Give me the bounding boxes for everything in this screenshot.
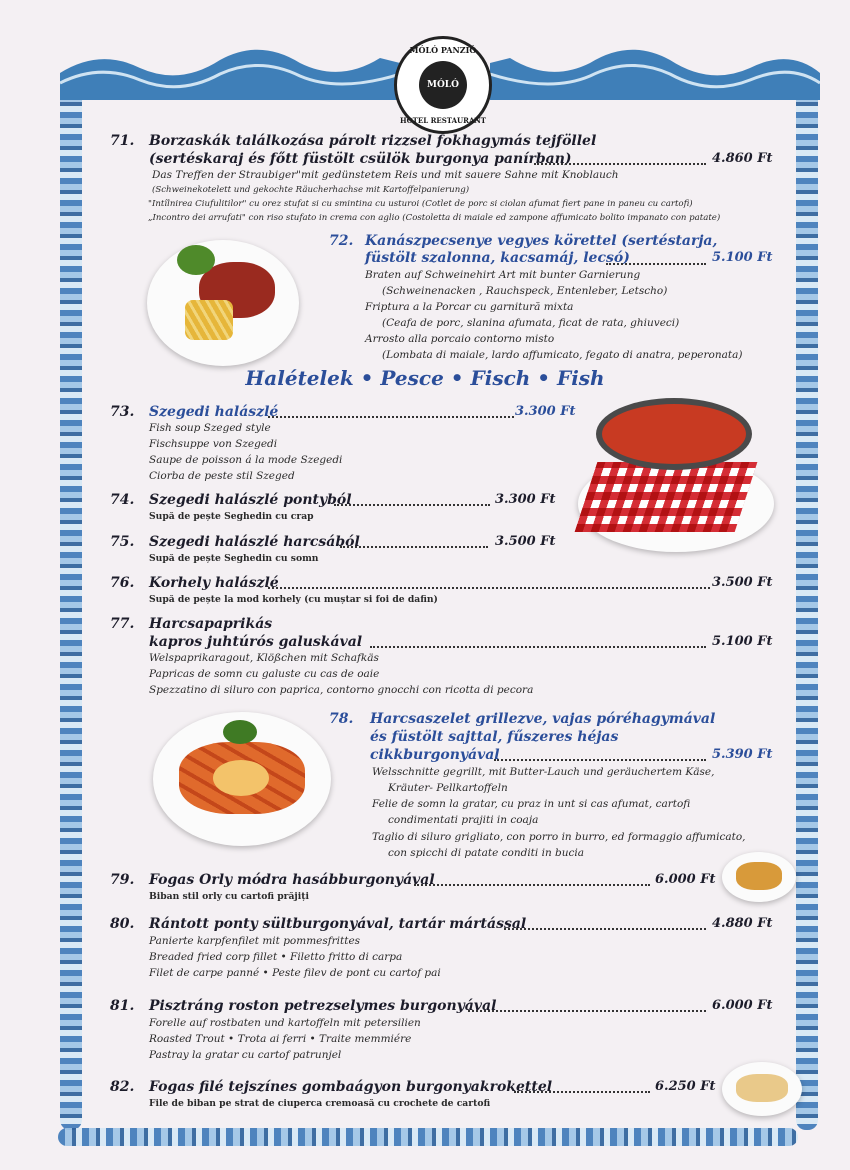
item-title: Szegedi halászlé pontyból <box>149 492 352 508</box>
item-description: Roasted Trout • Trota ai ferri • Traite memmiére <box>149 1033 412 1045</box>
item-price: 5.100 Ft <box>712 250 773 265</box>
item-number: 78. <box>329 711 354 727</box>
item-description: Panierte karpfenfilet mit pommesfrittes <box>149 935 361 947</box>
dish-photo-fogas-orly <box>722 852 796 902</box>
item-title: Rántott ponty sültburgonyával, tartár mártással <box>149 916 527 932</box>
item-description: condimentati prajiti in coaja <box>388 814 539 826</box>
item-description: (Ceafa de porc, slanina afumata, ficat de rata, ghiuveci) <box>382 317 680 329</box>
item-description: Breaded fried corp fillet • Filetto fritto di carpa <box>149 951 403 963</box>
dot-leader <box>504 928 706 930</box>
item-price: 3.300 Ft <box>495 492 556 507</box>
item-description: Papricas de somn cu galuste cu cas de oaie <box>149 668 380 680</box>
checkered-napkin <box>575 462 758 532</box>
item-title: Fogas filé tejszínes gombaágyon burgonyakrokettel <box>149 1079 553 1095</box>
item-number: 77. <box>110 616 135 632</box>
item-description: Fischsuppe von Szegedi <box>149 438 278 450</box>
item-description: „Incontro dei arrufati" con riso stufato in crema con aglio (Costoletta di maiale ed zampone affumicato bolito impanato con patate) <box>148 213 721 223</box>
item-price: 6.250 Ft <box>655 1079 716 1094</box>
item-description: Felie de somn la gratar, cu praz in unt si cas afumat, cartofi <box>372 798 691 810</box>
item-description: Braten auf Schweinehirt Art mit bunter Garnierung <box>365 269 641 281</box>
logo-center-text: MÓLÓ <box>419 61 467 109</box>
item-description: Filet de carpe panné • Peste filev de pont cu cartof pai <box>149 967 441 979</box>
item-description: Fish soup Szeged style <box>149 422 271 434</box>
item-description: Saupe de poisson á la mode Szegedi <box>149 454 343 466</box>
item-title: Kanászpecsenye vegyes körettel (sertéstarja, <box>365 233 718 249</box>
item-number: 80. <box>110 916 135 932</box>
item-description: Arrosto alla porcaio contorno misto <box>365 333 555 345</box>
item-title: Pisztráng roston petrezselymes burgonyával <box>149 998 497 1014</box>
item-title: Borzaskák találkozása párolt rizzsel fokhagymás tejföllel <box>149 133 597 149</box>
item-title: Szegedi halászlé <box>149 404 279 420</box>
rope-border-left <box>60 90 82 1130</box>
item-description: Kräuter- Pellkartoffeln <box>388 782 508 794</box>
item-description: "Intîlnirea Ciufulitilor" cu orez stufat si cu smintina cu usturoi (Cotlet de porc si ciolan afumat fiert pane in paneu cu cartofi) <box>148 199 693 209</box>
item-price: 4.860 Ft <box>712 151 773 166</box>
item-title: cikkburgonyával <box>370 747 500 763</box>
item-number: 79. <box>110 872 135 888</box>
item-number: 71. <box>110 133 135 149</box>
item-price: 3.500 Ft <box>495 534 556 549</box>
dot-leader <box>340 546 488 548</box>
dot-leader <box>534 163 706 165</box>
wave-left-decoration <box>60 38 400 100</box>
item-description: File de biban pe strat de ciuperca cremoasă cu crochete de cartofi <box>149 1098 491 1109</box>
item-number: 82. <box>110 1079 135 1095</box>
item-price: 6.000 Ft <box>712 998 773 1013</box>
item-description: Supă de pește Seghedin cu somn <box>149 553 319 564</box>
item-description: Taglio di siluro grigliato, con porro in burro, ed formaggio affumicato, <box>372 831 746 843</box>
item-description: Pastray la gratar cu cartof patrunjel <box>149 1049 342 1061</box>
item-description: Supă de pește la mod korhely (cu muștar si foi de dafin) <box>149 594 438 605</box>
logo-top-text: MÓLÓ PANZIÓ <box>409 45 477 55</box>
item-description: Das Treffen der Straubiger"mit gedünstetem Reis und mit sauere Sahne mit Knoblauch <box>152 169 619 181</box>
item-description: (Lombata di maiale, lardo affumicato, fegato di anatra, peperonata) <box>382 349 743 361</box>
item-title: füstölt szalonna, kacsamáj, lecsó) <box>365 250 630 266</box>
logo-bottom-text: HOTEL RESTAURANT <box>399 116 487 125</box>
item-title: Harcsaszelet grillezve, vajas póréhagymával <box>370 711 716 727</box>
item-title: (sertéskaraj és főtt füstölt csülök burgonya panírban) <box>149 151 572 167</box>
item-number: 75. <box>110 534 135 550</box>
item-title: és füstölt sajttal, fűszeres héjas <box>370 729 619 745</box>
item-description: Friptura a la Porcar cu garnitură mixta <box>365 301 574 313</box>
item-price: 4.880 Ft <box>712 916 773 931</box>
dot-leader <box>268 416 514 418</box>
dot-leader <box>514 1091 650 1093</box>
dot-leader <box>468 1010 706 1012</box>
dot-leader <box>414 884 650 886</box>
kettle-soup <box>596 398 752 470</box>
item-number: 72. <box>329 233 354 249</box>
item-number: 76. <box>110 575 135 591</box>
rope-border-right <box>796 90 818 1130</box>
item-description: Spezzatino di siluro con paprica, contorno gnocchi con ricotta di pecora <box>149 684 534 696</box>
item-title: kapros juhtúrós galuskával <box>149 634 363 650</box>
dish-photo-pork <box>147 240 299 366</box>
item-description: Forelle auf rostbaten und kartoffeln mit petersilien <box>149 1017 421 1029</box>
item-description: Welspaprikaragout, Klößchen mit Schafkäs <box>149 652 379 664</box>
dish-photo-fogas-file <box>722 1062 802 1116</box>
item-description: Welsschnitte gegrillt, mit Butter-Lauch und geräuchertem Käse, <box>372 766 715 778</box>
section-heading-fish: Halételek • Pesce • Fisch • Fish <box>245 366 605 390</box>
item-price: 3.300 Ft <box>515 404 576 419</box>
item-number: 73. <box>110 404 135 420</box>
dot-leader <box>606 263 706 265</box>
restaurant-logo <box>394 36 492 134</box>
item-title: Harcsapaprikás <box>149 616 273 632</box>
dish-photo-catfish <box>153 712 331 846</box>
dot-leader <box>334 504 490 506</box>
item-title: Szegedi halászlé harcsából <box>149 534 360 550</box>
item-description: Ciorba de peste stil Szeged <box>149 470 295 482</box>
item-number: 74. <box>110 492 135 508</box>
item-price: 5.390 Ft <box>712 747 773 762</box>
item-price: 5.100 Ft <box>712 634 773 649</box>
item-description: Supă de pește Seghedin cu crap <box>149 511 314 522</box>
item-description: (Schweinenacken , Rauchspeck, Entenleber, Letscho) <box>382 285 668 297</box>
item-price: 6.000 Ft <box>655 872 716 887</box>
item-title: Fogas Orly módra hasábburgonyával <box>149 872 435 888</box>
wave-right-decoration <box>490 38 820 100</box>
item-description: con spicchi di patate conditi in bucia <box>388 847 585 859</box>
item-price: 3.500 Ft <box>712 575 773 590</box>
dot-leader <box>494 759 706 761</box>
item-number: 81. <box>110 998 135 1014</box>
dot-leader <box>370 646 706 648</box>
item-description: Biban stil orly cu cartofi prăjiți <box>149 891 309 902</box>
dot-leader <box>268 587 710 589</box>
item-title: Korhely halászlé <box>149 575 279 591</box>
item-description: (Schweinekotelett und gekochte Räucherhachse mit Kartoffelpanierung) <box>152 185 470 195</box>
rope-border-bottom <box>58 1128 798 1146</box>
